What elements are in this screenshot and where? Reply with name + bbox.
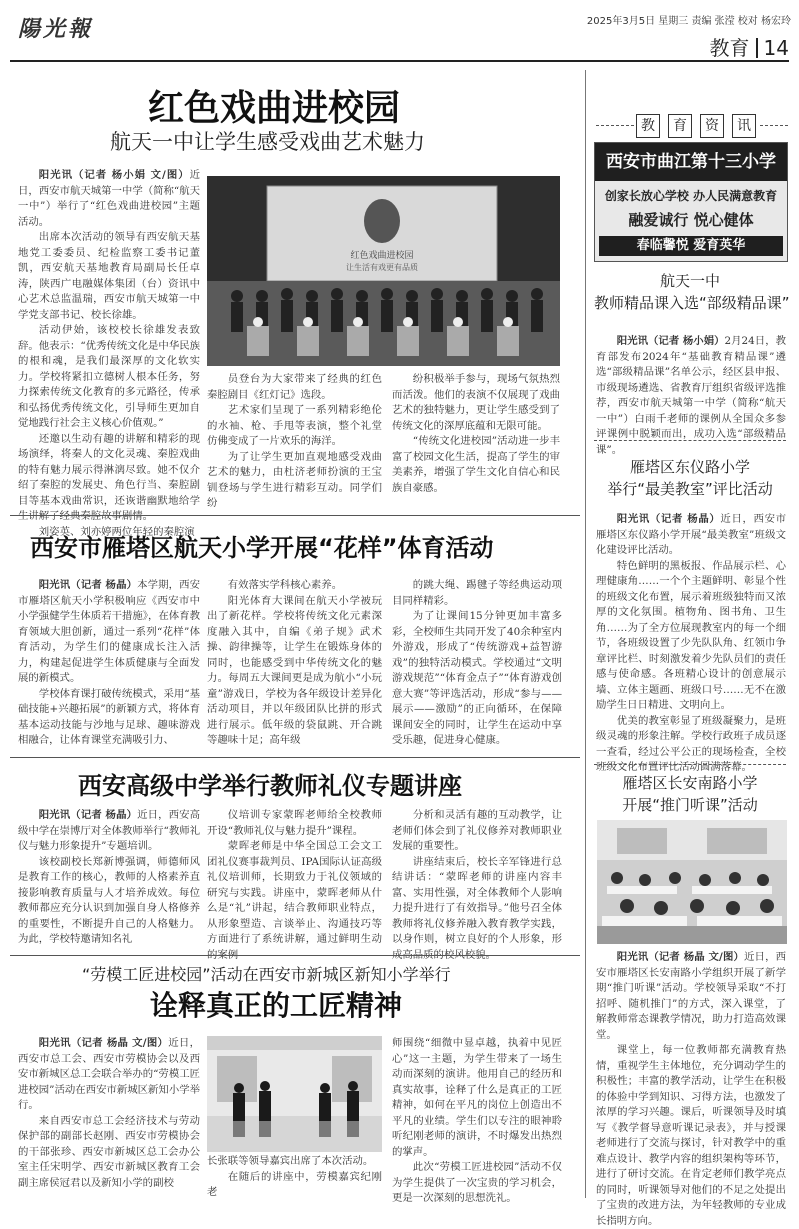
page-number: 14 — [763, 36, 789, 60]
ad-school-name: 西安市曲江第十三小学 — [595, 143, 787, 181]
article3-col2: 仪培训专家蒙晖老师给全校教师开设“教师礼仪与魅力提升”课程。 蒙晖老师是中华全国总工会文工团礼仪赛事裁判员、IPA国际认证高级礼仪培训师，长期致力于礼仪领域的研究与实践。讲座中，蒙晖老师从什么是“礼”讲起，结合教师职业特点，从形象塑造、言谈举止、沟通技巧等方面进行了系统讲解，通过鲜明生动的案例 — [207, 809, 382, 961]
side2-body: 阳光讯（记者 杨晶）近日，西安市雁塔区东仪路小学开展“最美教室”班级文化建设评比活动。 特色鲜明的黑板报、作品展示栏、心理健康角……一个个主题鲜明、彰显个性的班级文化布置，展示着班级独特而又浓厚的文化氛围。植物角、图书角、卫生角……为了全方位展现教室内的每一个细节，各班级设置了少先队队角、红领巾争章评比栏、时刻激发着少先队员们的责任感与使命感。各班精心设计的创意展示墙、立体主题画、班级口号……无不在激励学生日日精进、文明向上。 优美的教室彰显了班级凝聚力，是班级灵魂的形象注解。学校行政班子成员逐一查看，经过公平公正的现场检查，全校班级文化布置评比活动圆满落幕。 — [596, 513, 787, 773]
article1-photo — [207, 176, 560, 366]
article1-title: 红色戏曲进校园 — [148, 88, 401, 129]
article1-col1: 阳光讯（记者 杨小娟 文/图）近日，西安市航天城第一中学（简称“航天一中”）举行了“红色戏曲进校园”主题活动。 出席本次活动的领导有西安航天基地党工委委员、纪检监察工委书记董凯，西安航天基地教育局副局长任卓涛，陕西广电融媒体集团（台）资讯中心艺术总监温瑞，西安市航天城第一中学党支部书记、校长徐雄。 活动伊始，该校校长徐雄发表致辞。他表示：“优秀传统文化是中华民族的根和魂，是我们最深厚的文化软实力。学校将紧扣立德树人根本任务，努力探索传统文化教育的多元路径，传承和弘扬优秀传统文化，引导师生更加自觉地践行社会主义核心价值观。” 还邀以生动有趣的讲解和精彩的现场演绎，将秦人的文化灵魂、秦腔戏曲的特有魅力展示得淋漓尽致。她不仅介绍了秦腔的发展史、角色行当、秦腔剧目等基本戏曲常识，还诙谐幽默地给学生讲解了经典秦腔故事剧情。 刘姿英、刘亦婷两位年轻的秦腔演 — [18, 169, 200, 538]
side3-photo — [597, 820, 787, 944]
stage-banner-line1: 红色戏曲进校园 — [350, 251, 414, 261]
article2-col2: 有效落实学科核心素养。 阳光体育大课间在航天小学被玩出了新花样。学校将传统文化元素深度融入其中，自编《弟子规》武术操、韵律操等，让学生在锻炼身体的同时，也能感受到中华传统文化的魅力。每周五大课间更是成为航小“小玩童”游戏日，学校为各年级设计差异化活动项目，并以年级团队比拼的形式进行展示。低年级的袋鼠跳、开合跳等趣味十足；高年级 — [207, 579, 382, 746]
article4-col3: 师围绕“细微中显卓越，执着中见匠心”这一主题，为学生带来了一场生动而深刻的演讲。他用自己的经历和真实故事，诠释了什么是真正的工匠精神，如何在平凡的岗位上创造出不平凡的业绩。学生们以专注的眼神聆听纪刚老师的演讲，不时爆发出热烈的掌声。 此次“劳模工匠进校园”活动不仅为学生提供了一次宝贵的学习机会，更是一次深刻的思想洗礼。 — [392, 1037, 562, 1204]
article3-col3: 分析和灵活有趣的互动教学，让老师们体会到了礼仪修养对教师职业发展的重要性。 讲座结束后，校长辛军锋进行总结讲话：“蒙晖老师的讲座内容丰富、实用性强，对全体教师个人影响力提升进行了有效指导。”他号召全体教师将礼仪修养融入教育教学实践，以身作则，树立良好的个人形象，形成高品质的校风校貌。 — [392, 809, 562, 961]
sidebar-head-char: 教 — [636, 114, 660, 138]
article1-subtitle: 航天一中让学生感受戏曲艺术魅力 — [110, 130, 425, 154]
photo-lecture-hall — [207, 1036, 382, 1152]
article1-col3: 纷积极举手参与，现场气氛热烈而活泼。他们的表演不仅展现了戏曲艺术的独特魅力，更让学生感受到了传统文化的深厚底蕴和无限可能。 “传统文化进校园”活动进一步丰富了校园文化生活，提高了学生的审美素养，增强了学生文化自信心和民族自豪感。 — [392, 373, 560, 494]
sidebar-head-rule-right — [760, 125, 788, 126]
sidebar-head-char: 资 — [700, 114, 724, 138]
article-divider — [10, 515, 580, 516]
side2-title: 雁塔区东仪路小学 — [629, 458, 750, 476]
side1-body: 阳光讯（记者 杨小娟）2月24日，教育部发布2024年“基础教育精品课”遴选“部级精品课”名单公示，经区县申报、市级现场遴选、省教育厅组织省级评选推荐，西安市航天城第一中学（简称“航天一中”）白雨千老师的课例从全国众多参评课例中脱颖而出，成功入选“部级精品课”。 — [596, 335, 786, 456]
issue-meta: 2025年3月5日 星期三 责编 张滢 校对 杨宏玲 — [586, 16, 791, 27]
side2-byline: 阳光讯（记者 杨晶） — [616, 513, 721, 525]
side-divider — [594, 440, 786, 441]
article2-byline: 阳光讯（记者 杨晶） — [38, 579, 138, 591]
article4-photo — [207, 1036, 382, 1152]
stage-banner-line2: 让生活有戏更有品质 — [346, 263, 418, 272]
article2-col1: 阳光讯（记者 杨晶）本学期，西安市雁塔区航天小学积极响应《西安市中小学强健学生体质若干措施》，在体育教育领域大胆创新，通过一系列“花样”体育活动，为学生们的健康成长注入活力，构建起促进学生体质健康与全面发展的新模式。 学校体育课打破传统模式，采用“基础技能+兴趣拓展”的新颖方式，将体育基本运动技能与沙地与足球、趣味游戏相融合，让体育课堂充满吸引力、 — [18, 579, 200, 746]
photo-classroom — [597, 820, 787, 944]
ad-slogan2: 融爱诚行 悦心健体 — [628, 211, 754, 229]
sidebar-head — [636, 114, 756, 138]
article4-title: 诠释真正的工匠精神 — [150, 989, 403, 1022]
article2-col3: 的跳大绳、踢毽子等经典运动项目同样精彩。 为了让课间15分钟更加丰富多彩，全校师生共同开发了40余种室内外游戏，形成了“传统游戏+益智游戏”的独特活动模式。学校通过“文明游戏规范”“体育金点子”“体育游戏创意大赛”等评选活动，形成“参与——展示——激励”的正向循环，在保障课间安全的同时，让学生在运动中享受乐趣，促进身心健康。 — [392, 579, 562, 746]
article1-byline: 阳光讯（记者 杨小娟 文/图） — [38, 169, 190, 181]
sidebar-head-char: 讯 — [732, 114, 756, 138]
article4-kicker: “劳模工匠进校园”活动在西安市新城区新知小学举行 — [82, 965, 451, 984]
side1-subtitle: 教师精品课入选“部级精品课” — [594, 294, 790, 312]
sidebar-head-rule-left — [596, 125, 634, 126]
article4-col2: 长张联等领导嘉宾出席了本次活动。 在随后的讲座中，劳模嘉宾纪刚老 — [207, 1155, 382, 1198]
article-divider — [10, 757, 580, 758]
newspaper-logo: 陽光報 — [18, 16, 94, 42]
side-divider — [594, 764, 786, 765]
side3-byline: 阳光讯（记者 杨晶 文/图） — [616, 951, 745, 963]
ad-slogan3: 春临馨悦 爱育英华 — [599, 236, 783, 256]
sidebar-head-char: 育 — [668, 114, 692, 138]
article4-byline: 阳光讯（记者 杨晶 文/图） — [38, 1037, 169, 1049]
photo-performance-stage — [207, 176, 560, 366]
article-divider — [10, 955, 580, 956]
article3-title: 西安高级中学举行教师礼仪专题讲座 — [78, 772, 462, 800]
side3-subtitle: 开展“推门听课”活动 — [622, 796, 758, 814]
side3-body: 阳光讯（记者 杨晶 文/图）近日，西安市雁塔区长安南路小学组织开展了新学期“推门听课”活动。学校领导采取“不打招呼、随机推门”的方式，深入课堂，了解教师常态课教学情况，助力打造高效课堂。 课堂上，每一位教师都充满教育热情，重视学生主体地位，充分调动学生的积极性；丰富的教学活动，让学生在积极的体验中学到知识、习得方法，也激发了浓厚的学习兴趣。课后，听课领导及时填写《教学督导意听课记录表》，并与授课老师进行了交流与探讨，针对教学中的重难点设计、教学内容的组织架构等环节，进行了研讨交流。在肯定老师们教学亮点的同时，听课领导对他们的不足之处提出了宝贵的改进方法，为年轻教师的专业成长指明方向。 — [596, 951, 787, 1227]
side2-subtitle: 举行“最美教室”评比活动 — [607, 480, 773, 498]
article2-title: 西安市雁塔区航天小学开展“花样”体育活动 — [30, 534, 494, 562]
sidebar-head-boxes — [636, 114, 756, 138]
article3-col1: 阳光讯（记者 杨晶）近日，西安高级中学在崇博厅对全体教师举行“教师礼仪与魅力形象提升”专题培训。 该校副校长郑新博强调，师德师风是教育工作的核心，教师的人格素养直接影响教育质量与人才培养成效。每位教师都应充分认识到加强自身人格修养的重要性，不断提升自己的人格魅力。为此，学校特邀请知名礼 — [18, 809, 200, 945]
article1-col2: 员登台为大家带来了经典的红色秦腔剧目《红灯记》选段。 艺术家们呈现了一系列精彩绝伦的水袖、枪、手甩等表演，整个礼堂仿佛变成了一片欢乐的海洋。 为了让学生更加直观地感受戏曲艺术的魅力，由杜济老师扮演的王宝钏登场与学生进行精彩互动。同学们纷 — [207, 373, 382, 509]
section-label — [710, 32, 789, 61]
article3-byline: 阳光讯（记者 杨晶） — [38, 809, 138, 821]
article4-col1: 阳光讯（记者 杨晶 文/图）近日，西安市总工会、西安市劳模协会以及西安市新城区总工会联合举办的“劳模工匠进校园”活动在西安市新城区新知小学举行。 来自西安市总工会经济技术与劳动保护部的副部长赵刚、西安市劳模协会的干部张珍、西安市新城区总工会办公室主任宋明学、西安市新城区教育工会副主席侯冠君以及新知小学的副校 — [18, 1037, 201, 1189]
side3-title: 雁塔区长安南路小学 — [622, 774, 758, 792]
side1-title: 航天一中 — [659, 272, 720, 290]
section-name: 教育 — [709, 36, 750, 60]
ad-slogan1: 创家长放心学校 办人民满意教育 — [604, 189, 778, 203]
side1-byline: 阳光讯（记者 杨小娟） — [616, 335, 725, 347]
column-rule — [585, 70, 586, 1198]
header-rule — [10, 60, 789, 62]
section-divider — [756, 38, 758, 58]
school-ad — [594, 142, 788, 262]
